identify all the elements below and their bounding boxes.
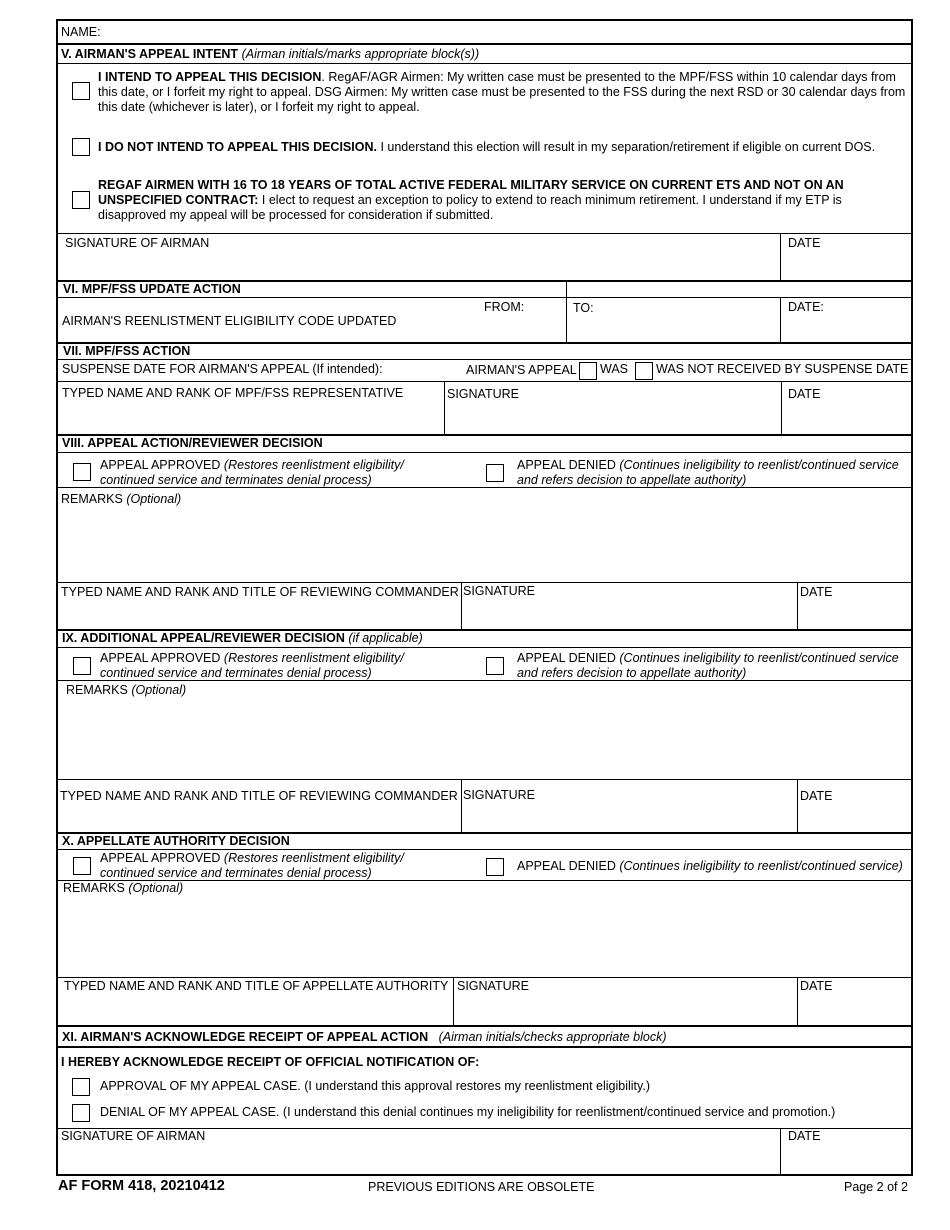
s8-appeal-approved-checkbox[interactable] xyxy=(73,463,91,481)
airman-signature-date-field[interactable]: DATE xyxy=(788,236,821,250)
s9-appeal-denied-label: APPEAL DENIED (Continues ineligibility to reenlist/continued service xyxy=(517,651,899,665)
s9-reviewer-date-field[interactable]: DATE xyxy=(800,789,833,803)
s8-reviewer-name-field[interactable]: TYPED NAME AND RANK AND TITLE OF REVIEWING COMMANDER xyxy=(61,585,459,599)
intend-to-appeal-text: I INTEND TO APPEAL THIS DECISION. RegAF/AGR Airmen: My written case must be presented to the MPF/FSS within 10 calendar days from this date, or I forfeit my right to appeal. DSG Airmen: My written case must be presented to the FSS during the next RSD or 30 calendar days from this date (whichever is later), or I forfeit my right to appeal. xyxy=(98,70,906,114)
mpf-representative-date-field[interactable]: DATE xyxy=(788,387,821,401)
s8-reviewer-signature-field[interactable]: SIGNATURE xyxy=(463,584,535,598)
ack-airman-signature-field[interactable]: SIGNATURE OF AIRMAN xyxy=(61,1129,206,1143)
s9-remarks-field[interactable]: REMARKS (Optional) xyxy=(66,683,187,697)
s9-appeal-approved-note: continued service and terminates denial process) xyxy=(100,666,372,680)
s9-appeal-approved-label: APPEAL APPROVED (Restores reenlistment eligibility/ xyxy=(100,651,404,665)
af-form-418-page-2 xyxy=(56,19,913,1176)
ack-approval-label: APPROVAL OF MY APPEAL CASE. (I understand this approval restores my reenlistment eligibility.) xyxy=(100,1079,650,1093)
acknowledge-heading: I HEREBY ACKNOWLEDGE RECEIPT OF OFFICIAL NOTIFICATION OF: xyxy=(61,1055,480,1069)
s8-appeal-denied-note: and refers decision to appellate authority) xyxy=(517,473,747,487)
code-update-date-field[interactable]: DATE: xyxy=(788,300,824,314)
s10-appeal-approved-checkbox[interactable] xyxy=(73,857,91,875)
appellate-authority-signature-field[interactable]: SIGNATURE xyxy=(457,979,529,993)
section-vi-title: VI. MPF/FSS UPDATE ACTION xyxy=(63,282,241,296)
s8-appeal-denied-label: APPEAL DENIED (Continues ineligibility to reenlist/continued service xyxy=(517,458,899,472)
form-identifier: AF FORM 418, 20210412 xyxy=(58,1178,225,1194)
ack-approval-checkbox[interactable] xyxy=(72,1078,90,1096)
appellate-authority-name-field[interactable]: TYPED NAME AND RANK AND TITLE OF APPELLATE AUTHORITY xyxy=(64,979,449,993)
s8-appeal-approved-label: APPEAL APPROVED (Restores reenlistment eligibility/ xyxy=(100,458,404,472)
appeal-was-not-received-checkbox[interactable] xyxy=(635,362,653,380)
section-v-title: V. AIRMAN'S APPEAL INTENT (Airman initials/marks appropriate block(s)) xyxy=(61,47,480,61)
not-intend-to-appeal-checkbox[interactable] xyxy=(72,138,90,156)
reenlistment-code-label: AIRMAN'S REENLISTMENT ELIGIBILITY CODE UPDATED xyxy=(62,314,397,328)
s9-appeal-denied-checkbox[interactable] xyxy=(486,657,504,675)
s8-reviewer-date-field[interactable]: DATE xyxy=(800,585,833,599)
s10-appeal-denied-checkbox[interactable] xyxy=(486,858,504,876)
section-ix-title: IX. ADDITIONAL APPEAL/REVIEWER DECISION (if applicable) xyxy=(62,631,423,645)
intend-to-appeal-checkbox[interactable] xyxy=(72,82,90,100)
s9-reviewer-name-field[interactable]: TYPED NAME AND RANK AND TITLE OF REVIEWING COMMANDER xyxy=(60,789,458,803)
section-vii-title: VII. MPF/FSS ACTION xyxy=(63,344,191,358)
regaf-exception-checkbox[interactable] xyxy=(72,191,90,209)
mpf-representative-signature-field[interactable]: SIGNATURE xyxy=(447,387,519,401)
airman-signature-field[interactable]: SIGNATURE OF AIRMAN xyxy=(65,236,210,250)
not-intend-to-appeal-text: I DO NOT INTEND TO APPEAL THIS DECISION. I understand this election will result in my separation/retirement if eligible on current DOS. xyxy=(98,140,876,154)
s9-appeal-denied-note: and refers decision to appellate authority) xyxy=(517,666,747,680)
suspense-date-field[interactable]: SUSPENSE DATE FOR AIRMAN'S APPEAL (If intended): xyxy=(62,362,383,376)
code-to-field[interactable]: TO: xyxy=(573,301,594,315)
s9-reviewer-signature-field[interactable]: SIGNATURE xyxy=(463,788,535,802)
was-not-received-label: WAS NOT RECEIVED BY SUSPENSE DATE xyxy=(656,362,909,376)
s8-appeal-approved-note: continued service and terminates denial process) xyxy=(100,473,372,487)
code-from-label: FROM: xyxy=(484,300,525,314)
s10-appeal-approved-label: APPEAL APPROVED (Restores reenlistment eligibility/ xyxy=(100,851,404,865)
name-field[interactable] xyxy=(61,25,101,40)
s10-remarks-field[interactable]: REMARKS (Optional) xyxy=(63,881,184,895)
section-x-title: X. APPELLATE AUTHORITY DECISION xyxy=(62,834,290,848)
ack-airman-date-field[interactable]: DATE xyxy=(788,1129,821,1143)
s10-appeal-denied-label: APPEAL DENIED (Continues ineligibility to reenlist/continued service) xyxy=(517,859,903,873)
mpf-representative-name-field[interactable]: TYPED NAME AND RANK OF MPF/FSS REPRESENTATIVE xyxy=(62,386,404,400)
ack-denial-label: DENIAL OF MY APPEAL CASE. (I understand this denial continues my ineligibility for reenlistment/continued service and promotion.) xyxy=(100,1105,836,1119)
was-label: WAS xyxy=(600,362,629,376)
section-viii-title: VIII. APPEAL ACTION/REVIEWER DECISION xyxy=(62,436,323,450)
previous-editions-notice: PREVIOUS EDITIONS ARE OBSOLETE xyxy=(368,1180,595,1194)
appeal-was-received-checkbox[interactable] xyxy=(579,362,597,380)
ack-denial-checkbox[interactable] xyxy=(72,1104,90,1122)
regaf-exception-text: REGAF AIRMEN WITH 16 TO 18 YEARS OF TOTAL ACTIVE FEDERAL MILITARY SERVICE ON CURRENT ETS AND NOT ON AN UNSPECIFIED CONTRACT: I elect to request an exception to policy to extend to reach minimum retirement. I understand if my ETP is disapproved my appeal will be processed for consideration if submitted. xyxy=(98,178,844,222)
s9-appeal-approved-checkbox[interactable] xyxy=(73,657,91,675)
section-xi-title: XI. AIRMAN'S ACKNOWLEDGE RECEIPT OF APPEAL ACTION (Airman initials/checks appropriate block) xyxy=(62,1030,667,1044)
s8-appeal-denied-checkbox[interactable] xyxy=(486,464,504,482)
appellate-authority-date-field[interactable]: DATE xyxy=(800,979,833,993)
s8-remarks-field[interactable]: REMARKS (Optional) xyxy=(61,492,182,506)
page-number: Page 2 of 2 xyxy=(844,1180,908,1194)
name-label: NAME: xyxy=(61,25,101,39)
airmans-appeal-label: AIRMAN'S APPEAL xyxy=(466,363,577,377)
s10-appeal-approved-note: continued service and terminates denial process) xyxy=(100,866,372,880)
